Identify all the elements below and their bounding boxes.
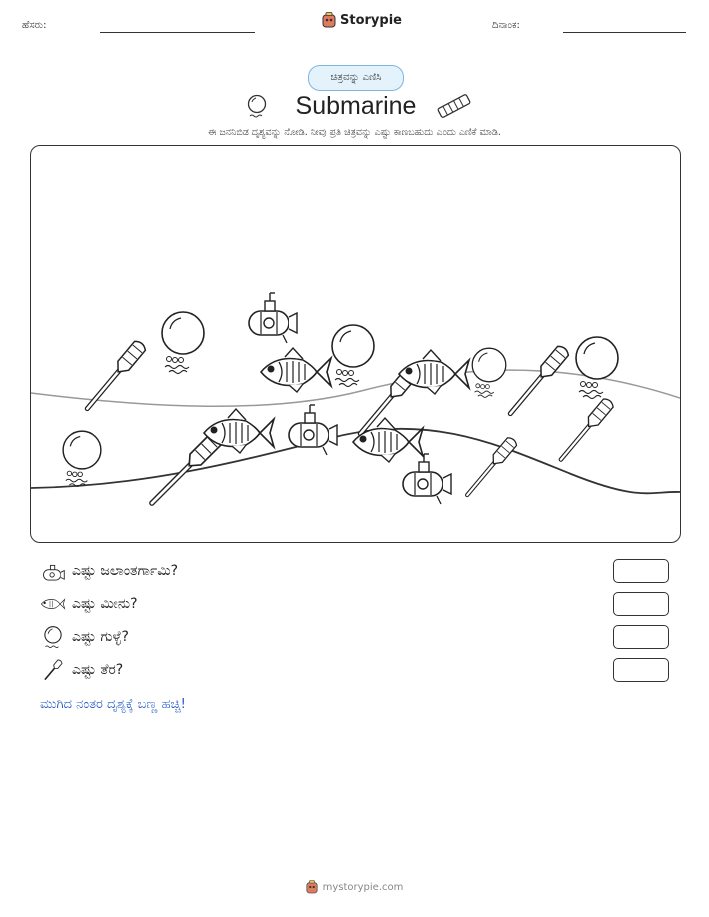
date-label: ದಿನಾಂಕ: [492,20,520,31]
answer-box-bubble[interactable] [613,625,669,649]
bubble-icon [40,624,66,650]
oar-5 [146,432,223,509]
footer-link[interactable]: mystorypie.com [322,881,404,893]
bubble-3 [472,348,506,397]
brand-logo [322,12,402,28]
counting-scene [30,145,681,543]
title-bubble-icon [246,94,268,120]
oar-6 [463,436,519,499]
date-line[interactable] [563,32,686,33]
bubble-1 [162,312,204,374]
fish-1 [261,348,331,392]
scene-drawing [31,146,680,542]
count-picture-pill: ಚಿತ್ರವನ್ನು ಎಣಿಸಿ [308,65,404,91]
wave-line-back [31,370,680,406]
bubble-5 [63,431,101,486]
name-line[interactable] [100,32,255,33]
answer-box-submarine[interactable] [613,559,669,583]
question-bubble [40,624,129,650]
oar-3 [505,344,570,418]
submarine-icon [40,558,66,584]
question-text: ಎಷ್ಟು ಗುಳ್ಳೆ? [72,629,129,645]
question-text: ಎಷ್ಟು ಜಲಾಂತರ್ಗಾಮಿ? [72,563,179,579]
storypie-footer-icon [306,880,318,894]
name-label: ಹೆಸರು: [22,20,47,31]
oar-4 [556,397,615,464]
footer [0,880,709,894]
submarine-1 [249,293,297,343]
bubble-2 [332,325,374,387]
question-oar [40,657,123,683]
question-text: ಎಷ್ಟು ಮೀನು? [72,596,138,612]
title-oar-icon [436,92,472,120]
fish-4 [353,418,423,462]
oar-icon [40,657,66,683]
question-fish [40,591,138,617]
submarine-3 [403,454,451,504]
question-text: ಎಷ್ಟು ತೆರ? [72,662,124,678]
question-submarine [40,558,178,584]
answer-box-fish[interactable] [613,592,669,616]
page-title: Submarine [295,92,417,120]
instructions: ಈ ಜನನಿಬಿಡ ದೃಶ್ಯವನ್ನು ನೋಡಿ. ನೀವು ಪ್ರತಿ ಚಿತ್ರವನ್ನು ಎಷ್ಟು ಕಾಣಬಹುದು ಎಂದು ಎಣಿಕೆ ಮಾಡಿ. [208,127,501,138]
answer-box-oar[interactable] [613,658,669,682]
bubble-4 [576,337,618,399]
fish-icon [40,591,66,617]
fish-2 [399,350,469,394]
closing-instruction: ಮುಗಿದ ನಂತರ ದೃಶ್ಯಕ್ಕೆ ಬಣ್ಣ ಹಚ್ಚಿ! [40,697,186,712]
storypie-logo-icon [322,12,336,28]
brand-name: Storypie [340,12,402,28]
